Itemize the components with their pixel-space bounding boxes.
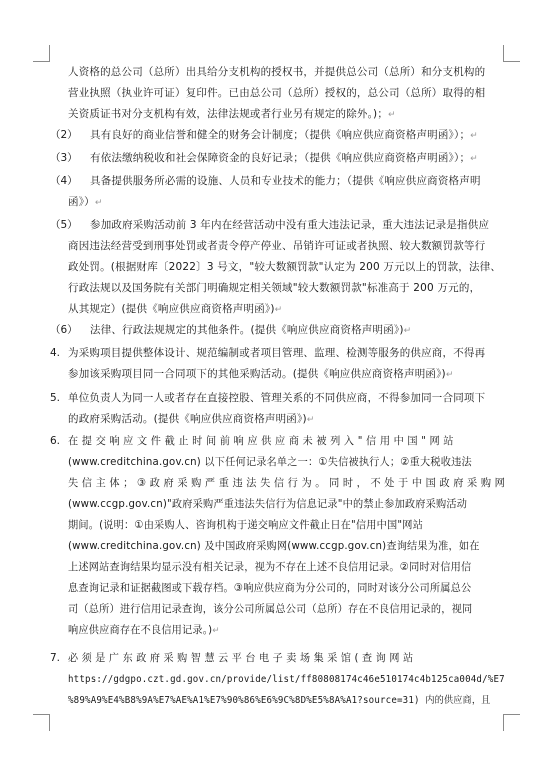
list-item: 在 提 交 响 应 文 件 截 止 时 间 前 响 应 供 应 商 未 被 列 入 " 信 用 中 国 " 网 站 (www.creditchina.gov.cn) 以下任何记录名单之一：①失信被执行人；②重大税收违法 失 信 主 体 ； ③ 政 府 采 购 严 重 违 法 失 信 行 为 。 同 时 ， 不 处 于 中 国 政 府 采 购 网 (www.ccgp.gov.cn)"政府采购严重违法失信行为信息记录"中的禁止参加政府采购活动 期间。(说明：①由采购人、咨询机构于递交响应文件截止日在"信用中国"网站 (www.creditchina.gov.cn) 及中国政府采购网(www.ccgp.gov.cn)查询结果为准，如在 上述网站查询结果均显示没有相关记录，视为不存在上述不良信用记录。②同时对信用信 息查询记录和证据截图或下载存档。③响应供应商为分公司的，同时对该分公司所属总公 司（总所）进行信用记录查询，该分公司所属总公司（总所）存在不良信用记录的，视同 响应供应商存在不良信用记录。)↵ <box>68 435 506 636</box>
crop-mark-top-left <box>33 45 50 62</box>
paragraph-continuation <box>68 62 485 126</box>
paragraph-mark-icon: ↵ <box>388 110 396 120</box>
list-item-continuation: 函》）↵ <box>68 196 103 208</box>
paragraph-mark-icon: ↵ <box>274 305 283 315</box>
item-number: 6. <box>50 435 61 447</box>
item-number: 5. <box>50 392 61 404</box>
list-item-continuation: 商因违法经营受到刑事处罚或者责令停产停业、吊销许可证或者执照、较大数额罚款等行 政处罚。(根据财库〔2022〕3 号文，"较大数额罚款"认定为 200 万元以上的罚款，法律、 行政法规以及国务院有关部门明确规定相关领域"较大数额罚款"标准高于 200 万元的， 从其规定）(提供《响应供应商资格声明函》)↵ <box>68 240 502 315</box>
item-number: （6） <box>50 324 78 336</box>
list-item: 单位负责人为同一人或者存在直接控股、管理关系的不同供应商，不得参加同一合同项下 的政府采购活动。(提供《响应供应商资格声明函》)↵ <box>68 392 486 425</box>
list-item: 具备提供服务所必需的设施、人员和专业技术的能力；（提供《响应供应商资格声明 <box>90 175 481 187</box>
item-number: （5） <box>50 219 78 231</box>
item-number: （4） <box>50 175 78 187</box>
list-item: 有依法缴纳税收和社会保障资金的良好记录；（提供《响应供应商资格声明函》）；↵ <box>90 152 478 164</box>
list-item: 必 须 是 广 东 政 府 采 购 智 慧 云 平 台 电 子 卖 场 集 采 馆 ( 查 询 网 站 https://gdgpo.czt.gd.gov.cn/provide/list/ff80808174c46e510174c4b125ca004d/%E7 %89%A9%E4%B8%9A%E7%AE%A1%E7%90%86%E6%9C%8D%E5%8A%A1?source=31) 内的供应商，且 <box>68 652 505 706</box>
text-line: 人资格的总公司（总所）出具给分支机构的授权书，并提供总公司（总所）和分支机构的 <box>68 66 486 78</box>
paragraph-mark-icon: ↵ <box>445 370 454 380</box>
paragraph-mark-icon: ↵ <box>470 154 478 164</box>
list-item: 法律、行政法规规定的其他条件。(提供《响应供应商资格声明函》)↵ <box>90 324 412 336</box>
crop-mark-bottom-right <box>503 714 520 731</box>
list-item: 参加政府采购活动前 3 年内在经营活动中没有重大违法记录，重大违法记录是指供应 <box>90 219 490 231</box>
list-item: 为采购项目提供整体设计、规范编制或者项目管理、监理、检测等服务的供应商，不得再 参加该采购项目同一合同项下的其他采购活动。(提供《响应供应商资格声明函》)↵ <box>68 347 486 380</box>
text-line: 营业执照（执业许可证）复印件。已由总公司（总所）授权的，总公司（总所）取得的相 <box>68 87 486 99</box>
crop-mark-top-right <box>503 45 520 62</box>
paragraph-mark-icon: ↵ <box>212 626 220 636</box>
list-item: 具有良好的商业信誉和健全的财务会计制度；（提供《响应供应商资格声明函》）；↵ <box>90 129 478 141</box>
text-line: 关资质证书对分支机构有效，法律法规或者行业另有规定的除外。)；↵ <box>68 108 396 120</box>
crop-mark-bottom-left <box>33 714 50 731</box>
paragraph-mark-icon: ↵ <box>470 131 478 141</box>
item-number: 7. <box>50 652 61 664</box>
item-number: （3） <box>50 152 78 164</box>
item-number: （2） <box>50 129 78 141</box>
paragraph-mark-icon: ↵ <box>94 198 103 208</box>
item-number: 4. <box>50 347 61 359</box>
paragraph-mark-icon: ↵ <box>306 415 315 425</box>
paragraph-mark-icon: ↵ <box>403 326 412 336</box>
